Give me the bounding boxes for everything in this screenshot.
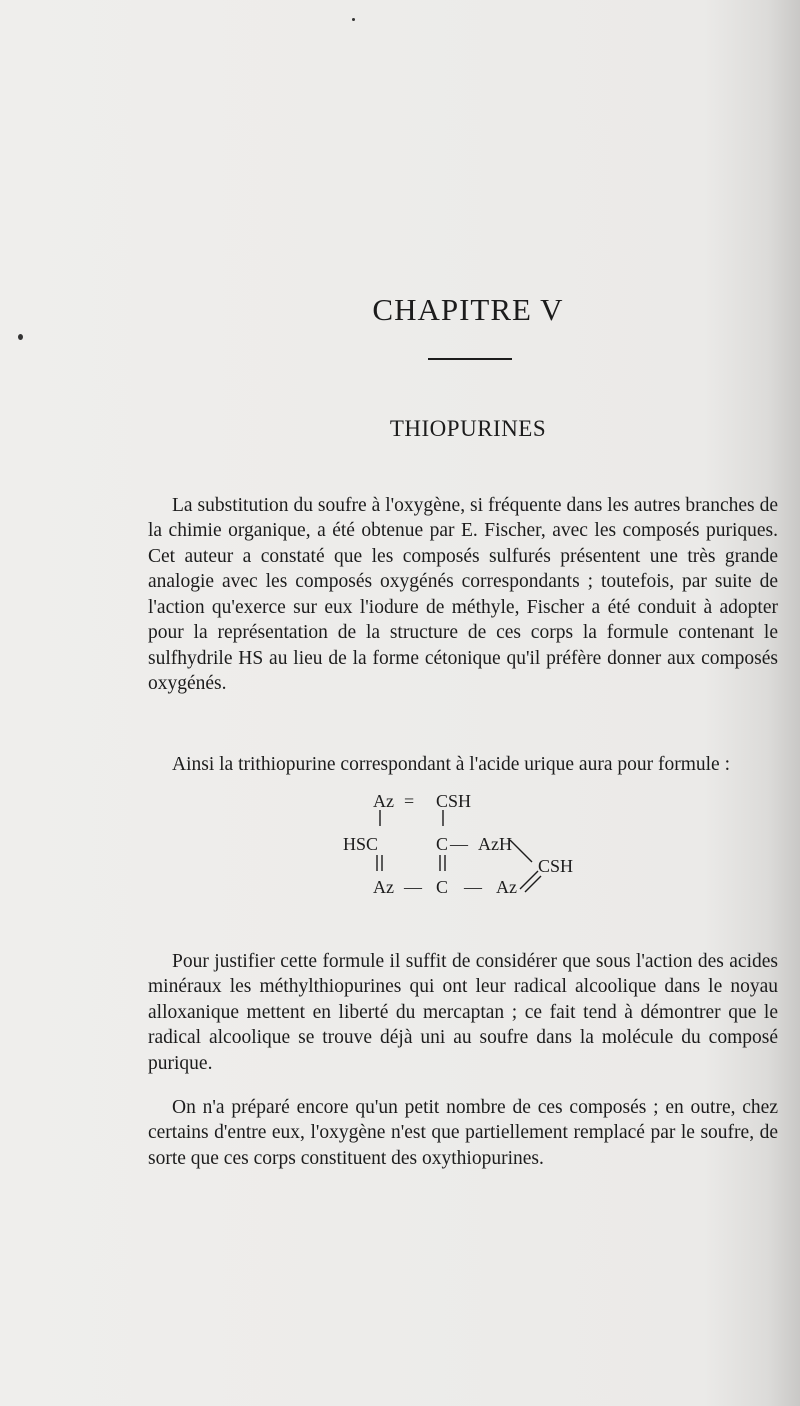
formula-c-bottom: C (436, 877, 449, 897)
bond-diag-lower-a (520, 871, 538, 889)
formula-az-bottom: Az (373, 877, 394, 897)
formula-dash-b2: — (464, 877, 482, 897)
formula-csh-right: CSH (538, 856, 574, 876)
section-title: THIOPURINES (389, 416, 547, 441)
formula-dash-b1: — (404, 877, 422, 897)
formula-az-top: Az (373, 791, 394, 811)
paragraph-conclusion: On n'a préparé encore qu'un petit nombre de ces composés ; en outre, chez certains d'entre eux, l'oxygène n'est que partiellement remplacé par le soufre, de sorte que ces corps constituent des oxythiopurines. (148, 1096, 778, 1169)
bond-diag-upper (510, 840, 532, 862)
formula-azh: AzH (478, 834, 512, 854)
formula-az-bottom-right: Az (496, 877, 517, 897)
formula-eq: = (404, 791, 415, 811)
formula-dash-mid: — (450, 834, 468, 854)
print-speck (352, 18, 355, 21)
paragraph-justification: Pour justifier cette formule il suffit de considérer que sous l'action des acides minéraux les méthylthiopurines qui ont leur radical alcoolique dans le noyau alloxanique mettent en liberté du mercaptan ; ce fait tend à démontrer que le radical alcoolique se trouve déjà uni au soufre dans la molécule du composé purique. (148, 950, 778, 1074)
formula-c-mid: C (436, 834, 449, 854)
formula-csh-top: CSH (436, 791, 472, 811)
print-speck (18, 334, 23, 340)
formula-hsc: HSC (343, 834, 379, 854)
paragraph-formula-intro: Ainsi la trithiopurine correspondant à l'acide urique aura pour formule : (172, 753, 730, 775)
chapter-heading: CHAPITRE V (372, 292, 564, 327)
trithiopurine-formula (340, 788, 600, 898)
heading-rule (428, 358, 512, 360)
bond-diag-lower-b (525, 876, 541, 892)
paragraph-intro: La substitution du soufre à l'oxygène, si fréquente dans les autres branches de la chimie organique, a été obtenue par E. Fischer, avec les composés puriques. Cet auteur a constaté que les composés sulfurés présentent une très grande analogie avec les composés oxygénés correspondants ; toutefois, par suite de l'action qu'exerce sur eux l'iodure de méthyle, Fischer a été conduit à adopter pour la représentation de la structure de ces corps la formule contenant le sulfhydrile HS au lieu de la forme cétonique qu'il préfère donner aux composés oxygénés. (148, 494, 778, 694)
